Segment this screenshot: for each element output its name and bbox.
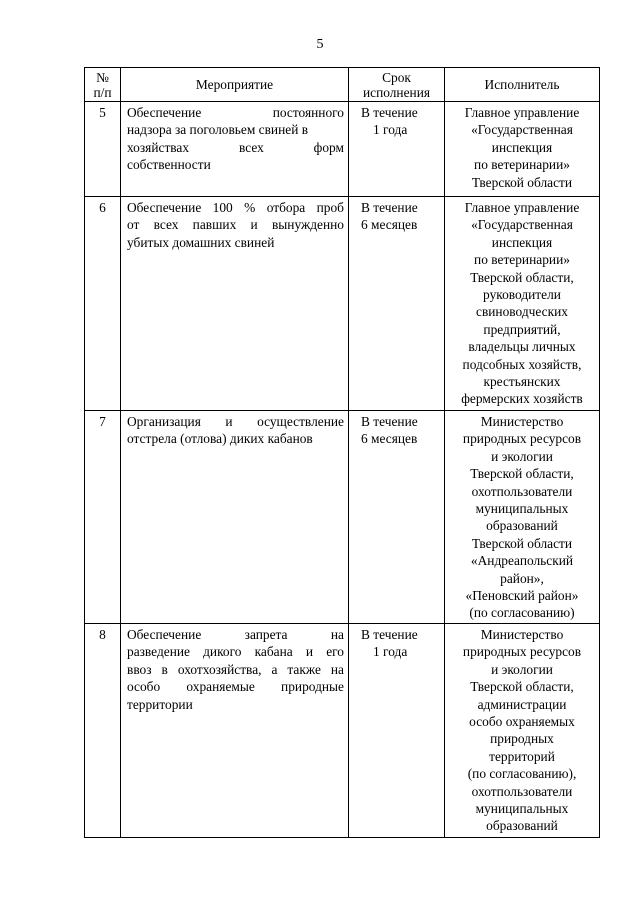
header-num-line-2: п/п bbox=[93, 84, 112, 100]
row-activity bbox=[121, 411, 349, 624]
executor-line: подсобных хозяйств, bbox=[462, 356, 582, 372]
term-line: 1 года bbox=[373, 644, 408, 660]
table-header-row bbox=[85, 68, 600, 102]
row-number: 7 bbox=[85, 411, 121, 624]
term-line: В течение bbox=[361, 414, 418, 429]
activity-line: убитых домашних свиней bbox=[127, 234, 275, 250]
executor-line: муниципальных bbox=[475, 801, 569, 817]
activity-line: надзора за поголовьем свиней в bbox=[127, 122, 309, 138]
executor-line: природных ресурсов bbox=[462, 431, 582, 447]
executor-line: и экологии bbox=[491, 448, 553, 464]
row-executor bbox=[445, 102, 600, 197]
executor-line: территорий bbox=[489, 748, 555, 764]
activity-line: особо охраняемые природные bbox=[127, 679, 344, 695]
executor-line: владельцы личных bbox=[468, 339, 576, 355]
row-number: 6 bbox=[85, 197, 121, 411]
activities-table bbox=[84, 67, 600, 838]
executor-line: администрации bbox=[477, 696, 567, 712]
executor-line: Тверской области bbox=[471, 535, 573, 551]
executor-line: по ветеринарии» bbox=[474, 252, 570, 268]
row-number: 5 bbox=[85, 102, 121, 197]
executor-line: Тверской области, bbox=[470, 679, 574, 695]
page-number: 5 bbox=[316, 37, 324, 52]
executor-line: предприятий, bbox=[483, 321, 561, 337]
row-activity bbox=[121, 197, 349, 411]
executor-line: (по согласованию) bbox=[469, 605, 575, 621]
row-number: 8 bbox=[85, 624, 121, 838]
table-row bbox=[85, 102, 600, 197]
term-line: 6 месяцев bbox=[361, 431, 418, 447]
term-line: В течение bbox=[361, 105, 418, 120]
activity-line: от всех павших и вынужденно bbox=[127, 217, 344, 233]
executor-line: Главное управление bbox=[464, 200, 580, 215]
activity-line: территории bbox=[127, 696, 193, 712]
executor-line: район», bbox=[500, 570, 544, 586]
executor-line: (по согласованию), bbox=[467, 766, 577, 782]
row-executor bbox=[445, 411, 600, 624]
executor-line: свиноводческих bbox=[476, 304, 568, 320]
activity-line: Обеспечение постоянного bbox=[127, 105, 344, 120]
header-term-line-2: исполнения bbox=[362, 84, 431, 100]
activity-line: Обеспечение запрета на bbox=[127, 627, 344, 642]
executor-line: «Государственная bbox=[471, 217, 573, 233]
activity-line: хозяйствах всех форм bbox=[127, 139, 344, 155]
executor-line: Тверской области bbox=[471, 174, 573, 190]
activity-line: отстрела (отлова) диких кабанов bbox=[127, 431, 313, 447]
term-line: В течение bbox=[361, 200, 418, 215]
executor-line: «Пеновский район» bbox=[465, 588, 579, 604]
executor-line: инспекция bbox=[491, 139, 553, 155]
term-line: В течение bbox=[361, 627, 418, 642]
row-executor bbox=[445, 624, 600, 838]
executor-line: муниципальных bbox=[475, 501, 569, 517]
executor-line: особо охраняемых bbox=[469, 714, 575, 730]
row-term bbox=[349, 102, 445, 197]
row-executor bbox=[445, 197, 600, 411]
table-row bbox=[85, 411, 600, 624]
executor-line: руководители bbox=[483, 287, 561, 303]
row-activity bbox=[121, 102, 349, 197]
header-num-line-1: № bbox=[96, 69, 109, 85]
row-term bbox=[349, 624, 445, 838]
activity-line: ввоз в охотхозяйства, а также на bbox=[127, 661, 344, 677]
executor-line: образований bbox=[486, 518, 558, 534]
executor-line: Тверской области, bbox=[470, 466, 574, 482]
executor-line: фермерских хозяйств bbox=[461, 391, 583, 407]
executor-line: Тверской области, bbox=[470, 269, 574, 285]
executor-line: образований bbox=[486, 818, 558, 834]
executor-line: и экологии bbox=[491, 661, 553, 677]
activity-line: Обеспечение 100 % отбора проб bbox=[127, 200, 344, 215]
executor-line: природных bbox=[490, 731, 554, 747]
header-term-line-1: Срок bbox=[382, 69, 411, 85]
row-activity bbox=[121, 624, 349, 838]
executor-line: по ветеринарии» bbox=[474, 157, 570, 173]
term-line: 1 года bbox=[373, 122, 408, 138]
row-term bbox=[349, 197, 445, 411]
term-line: 6 месяцев bbox=[361, 217, 418, 233]
table-row bbox=[85, 624, 600, 838]
executor-line: природных ресурсов bbox=[462, 644, 582, 660]
activity-line: разведение дикого кабана и его bbox=[127, 644, 344, 660]
table-row bbox=[85, 197, 600, 411]
header-activity: Мероприятие bbox=[121, 68, 349, 102]
executor-line: охотпользователи bbox=[471, 783, 573, 799]
executor-line: Главное управление bbox=[464, 105, 580, 120]
executor-line: охотпользователи bbox=[471, 483, 573, 499]
activity-line: собственности bbox=[127, 157, 211, 173]
header-term bbox=[349, 68, 445, 102]
executor-line: «Андреапольский bbox=[470, 553, 574, 569]
header-num bbox=[85, 68, 121, 102]
executor-line: Министерство bbox=[480, 414, 564, 429]
activity-line: Организация и осуществление bbox=[127, 414, 344, 429]
row-term bbox=[349, 411, 445, 624]
executor-line: инспекция bbox=[491, 234, 553, 250]
executor-line: крестьянских bbox=[483, 374, 561, 390]
executor-line: «Государственная bbox=[471, 122, 573, 138]
executor-line: Министерство bbox=[480, 627, 564, 642]
header-executor: Исполнитель bbox=[445, 68, 600, 102]
